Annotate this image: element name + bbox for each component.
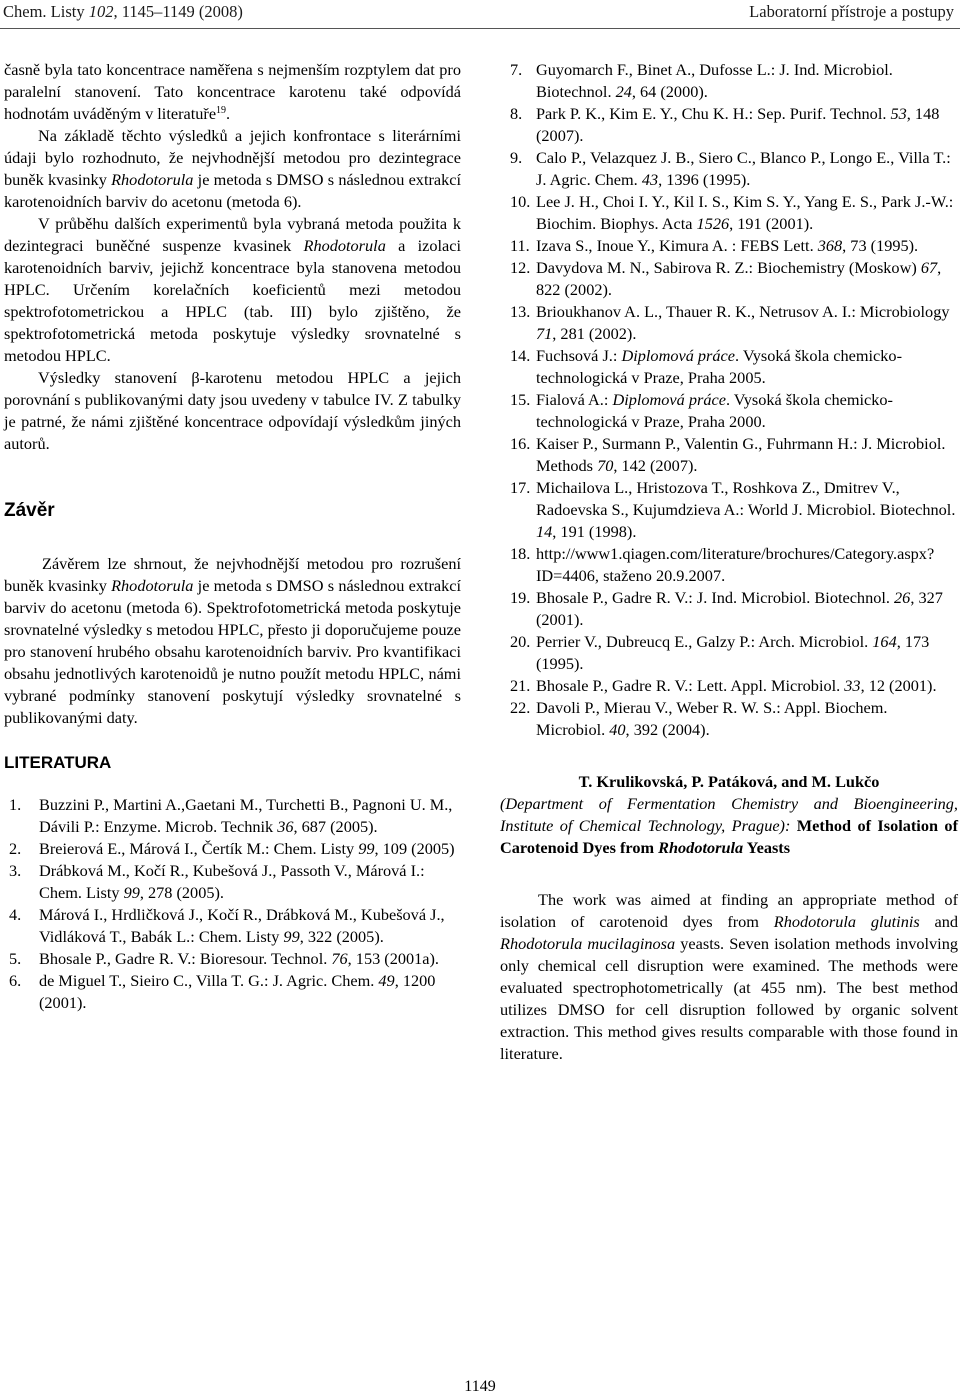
journal-citation xyxy=(3,2,243,22)
paragraph-conclusion xyxy=(4,553,461,729)
reference-item xyxy=(500,433,958,477)
text: The work was aimed at finding an appropriate method of isolation of carotenoid dyes from xyxy=(500,890,958,931)
reference-pages: , 327 (2001). xyxy=(536,588,943,629)
text: and xyxy=(919,912,958,931)
reference-number: 17. xyxy=(510,478,531,497)
reference-text: Guyomarch F., Binet A., Dufosse L.: J. Ind. Microbiol. Biotechnol. xyxy=(536,60,893,101)
reference-pages: , 822 (2002). xyxy=(536,258,942,299)
reference-number: 6. xyxy=(9,971,22,990)
header-divider xyxy=(0,28,960,29)
reference-volume: 76 xyxy=(331,949,348,968)
text: a izolaci karotenoidních barviv, jejichž koncentrace byla stanovena metodou HPLC. Určením korelačních koeficientů mezi metodou spektrofotometrickou a HPLC (tab. III) bylo zjištěno, že spektrofotometrická metoda poskytuje výsledky srovnatelné s metodou HPLC. xyxy=(4,236,461,365)
right-column xyxy=(500,59,958,1065)
reference-pages: , 148 (2007). xyxy=(536,104,940,145)
reference-number: 7. xyxy=(510,60,523,79)
reference-pages: . Vysoká škola chemicko-technologická v Praze, Praha 2000. xyxy=(536,390,893,431)
reference-text: Brioukhanov A. L., Thauer R. K., Netrusov A. I.: Microbiology xyxy=(536,302,950,321)
reference-item xyxy=(500,301,958,345)
reference-pages: , 392 (2004). xyxy=(625,720,710,739)
reference-number: 11. xyxy=(510,236,530,255)
running-header xyxy=(0,0,960,28)
reference-pages: , 278 (2005). xyxy=(139,883,224,902)
reference-number: 10. xyxy=(510,192,531,211)
reference-pages: , 191 (2001). xyxy=(729,214,814,233)
spacer xyxy=(4,729,461,752)
journal-name: Chem. Listy xyxy=(3,2,89,21)
reference-number: 19. xyxy=(510,588,531,607)
text: je metoda s DMSO s následnou extrakcí karotenoidních barviv do acetonu (metoda 6). xyxy=(4,170,462,211)
reference-text: Fialová A.: xyxy=(536,390,613,409)
paragraph xyxy=(4,213,461,367)
reference-pages: , 173 (1995). xyxy=(536,632,930,673)
reference-item xyxy=(500,631,958,675)
reference-pages: , 1200 (2001). xyxy=(39,971,436,1012)
paragraph: Výsledky stanovení β-karotenu metodou HPLC a jejich porovnání s publikovanými daty jsou uvedeny v tabulce IV. Z tabulky je patrné, že námi zjištěné koncentrace odpovídají výsledkům jiných autorů. xyxy=(4,368,461,453)
reference-item xyxy=(500,543,958,587)
reference-item xyxy=(500,103,958,147)
reference-item xyxy=(4,860,461,904)
text: V průběhu dalších experimentů byla vybraná metoda použita k dezintegraci buněčné suspenze kvasinek xyxy=(4,214,461,255)
reference-text: Michailova L., Hristozova T., Roshkova Z., Dmitrev V., Radoevska S., Kujumdzieva A.: World J. Microbiol. Biotechnol. xyxy=(536,478,956,519)
spacer xyxy=(500,859,958,889)
reference-text: Perrier V., Dubreucq E., Galzy P.: Arch. Microbiol. xyxy=(536,632,873,651)
reference-item xyxy=(500,675,958,697)
organism-name: Rhodotorula xyxy=(303,236,386,255)
reference-volume: 24 xyxy=(615,82,632,101)
reference-pages: , 687 (2005). xyxy=(293,817,378,836)
reference-number: 1. xyxy=(9,795,22,814)
reference-text: Buzzini P., Martini A.,Gaetani M., Turchetti B., Pagnoni U. M., Dávili P.: Enzyme. Microb. Technik xyxy=(39,795,453,836)
reference-pages: , 1396 (1995). xyxy=(658,170,751,189)
organism-name: Rhodotorula xyxy=(111,170,194,189)
reference-text: Izava S., Inoue Y., Kimura A. : FEBS Lett. xyxy=(536,236,818,255)
reference-text: Park P. K., Kim E. Y., Chu K. H.: Sep. Purif. Technol. xyxy=(536,104,891,123)
text: Na základě těchto výsledků a jejich konfrontace s literárními údaji bylo rozhodnuto, že nejvhodnější metodou pro dezintegrace buněk kvasinky xyxy=(4,126,461,189)
reference-text: Fuchsová J.: xyxy=(536,346,622,365)
section-heading-literature: LITERATURA xyxy=(4,753,112,772)
text: yeasts. Seven isolation methods involving only chemical cell disruption were examined. The methods were evaluated spectrophotometrically (at 455 nm). The best method utilizes DMSO for cell disruption followed by organic solvent extraction. This method gives results comparable with those found in literature. xyxy=(500,934,958,1063)
reference-item xyxy=(500,147,958,191)
reference-number: 12. xyxy=(510,258,531,277)
reference-volume: Diplomová práce xyxy=(621,346,735,365)
reference-text: Márová I., Hrdličková J., Kočí R., Drábková M., Kubešová J., Vidláková T., Babák L.: Chem. Listy xyxy=(39,905,445,946)
reference-volume: 1526 xyxy=(696,214,730,233)
reference-volume: 99 xyxy=(123,883,140,902)
reference-number: 15. xyxy=(510,390,531,409)
reference-text: Davoli P., Mierau V., Weber R. W. S.: Appl. Biochem. Microbiol. xyxy=(536,698,888,739)
abstract-text xyxy=(500,889,958,1065)
organism-name: Rhodotorula xyxy=(111,576,194,595)
affiliation: (Department of Fermentation Chemistry and Bioengineering, Institute of Chemical Technology, Prague): xyxy=(500,794,958,835)
journal-pages: , 1145–1149 (2008) xyxy=(113,2,243,21)
reference-number: 4. xyxy=(9,905,22,924)
left-column xyxy=(4,59,461,1014)
reference-item xyxy=(4,904,461,948)
reference-volume: 53 xyxy=(890,104,907,123)
reference-volume: 99 xyxy=(358,839,375,858)
reference-volume: 164 xyxy=(872,632,897,651)
spacer xyxy=(4,522,461,553)
reference-text: Breierová E., Márová I., Čertík M.: Chem. Listy xyxy=(39,839,359,858)
reference-text: de Miguel T., Sieiro C., Villa T. G.: J. Agric. Chem. xyxy=(39,971,379,990)
reference-item xyxy=(500,257,958,301)
reference-volume: 43 xyxy=(641,170,659,189)
reference-volume: 14 xyxy=(536,522,553,541)
text: časně byla tato koncentrace naměřena s nejmenším rozptylem dat pro paralelní stanovení. Tato koncentrace karotenu také odpovídá hodnotám uváděným v literatuře xyxy=(4,60,461,123)
text: Závěrem lze shrnout, že nejvhodnější metodou pro rozrušení buněk kvasinky xyxy=(4,554,461,595)
reference-text: http://www1.qiagen.com/literature/brochures/Category.aspx?ID=4406, staženo 20.9.2007. xyxy=(536,544,935,585)
reference-volume: Diplomová práce xyxy=(612,390,726,409)
reference-number: 14. xyxy=(510,346,531,365)
reference-number: 13. xyxy=(510,302,531,321)
organism-name: Rhodotorula glutinis xyxy=(773,912,920,931)
reference-volume: 99 xyxy=(283,927,300,946)
journal-volume: 102 xyxy=(88,2,114,21)
reference-item xyxy=(500,191,958,235)
reference-text: Bhosale P., Gadre R. V.: Lett. Appl. Microbiol. xyxy=(536,676,845,695)
reference-number: 3. xyxy=(9,861,22,880)
reference-number: 5. xyxy=(9,949,22,968)
spacer xyxy=(4,455,461,500)
text: je metoda s DMSO s následnou extrakcí barviv do acetonu (metoda 6). Spektrofotometrická metoda poskytuje srovnatelné výsledky s metodou HPLC, přesto ji doporučujeme pouze pro stanovení hrubého obsahu karotenoidních barviv. Pro kvantifikaci obsahu jednotlivých karotenoidů je nutno použít metodu HPLC, námi vybrané podmínky stanovení poskytují výsledky srovnatelné s publikovanými daty. xyxy=(4,576,462,727)
reference-list-left xyxy=(4,794,461,1014)
reference-item xyxy=(4,970,461,1014)
reference-item xyxy=(500,697,958,741)
reference-pages: , 12 (2001). xyxy=(860,676,937,695)
reference-item xyxy=(4,794,461,838)
reference-text: Bhosale P., Gadre R. V.: Bioresour. Technol. xyxy=(39,949,332,968)
reference-pages: , 153 (2001a). xyxy=(347,949,439,968)
organism-name: Rhodotorula xyxy=(658,838,744,857)
organism-name: Rhodotorula mucilaginosa xyxy=(500,934,676,953)
section-title: Laboratorní přístroje a postupy xyxy=(749,2,954,21)
reference-text: Calo P., Velazquez J. B., Siero C., Blanco P., Longo E., Villa T.: J. Agric. Chem. xyxy=(536,148,951,189)
paragraph xyxy=(4,125,461,213)
reference-pages: , 109 (2005) xyxy=(374,839,455,858)
reference-volume: 40 xyxy=(609,720,626,739)
reference-pages: , 73 (1995). xyxy=(842,236,919,255)
reference-pages: , 142 (2007). xyxy=(613,456,698,475)
reference-number: 2. xyxy=(9,839,22,858)
abstract-heading xyxy=(500,793,958,859)
reference-item xyxy=(4,948,461,970)
citation-ref: 19 xyxy=(216,105,227,116)
reference-volume: 36 xyxy=(277,817,294,836)
reference-list-right xyxy=(500,59,958,741)
reference-item xyxy=(500,587,958,631)
reference-number: 21. xyxy=(510,676,531,695)
reference-pages: , 191 (1998). xyxy=(552,522,637,541)
reference-item xyxy=(4,838,461,860)
reference-text: Kaiser P., Surmann P., Valentin G., Fuhrmann H.: J. Microbiol. Methods xyxy=(536,434,946,475)
paragraph-continuation: časně byla tato koncentrace naměřena s nejmenším rozptylem dat pro paralelní stanovení. Tato koncentrace karotenu také odpovídá hodnotám uváděným v literatuře$^{19}$. xyxy=(4,60,461,123)
reference-number: 22. xyxy=(510,698,531,717)
reference-number: 8. xyxy=(510,104,523,123)
reference-pages: , 281 (2002). xyxy=(552,324,637,343)
reference-item xyxy=(500,345,958,389)
reference-item xyxy=(500,477,958,543)
reference-number: 9. xyxy=(510,148,523,167)
reference-volume: 70 xyxy=(597,456,614,475)
spacer xyxy=(4,774,461,794)
abstract-title-end: Yeasts xyxy=(743,838,791,857)
abstract-authors: T. Krulikovská, P. Patáková, and M. Lukčo xyxy=(578,772,880,791)
reference-volume: 67 xyxy=(920,258,938,277)
reference-number: 16. xyxy=(510,434,531,453)
reference-item xyxy=(500,389,958,433)
reference-volume: 71 xyxy=(536,324,553,343)
abstract-title: Method of Isolation of Carotenoid Dyes from xyxy=(500,816,958,857)
reference-volume: 368 xyxy=(817,236,843,255)
reference-volume: 26 xyxy=(894,588,911,607)
reference-volume: 49 xyxy=(378,971,395,990)
reference-number: 20. xyxy=(510,632,531,651)
reference-text: Drábková M., Kočí R., Kubešová J., Passoth V., Márová I.: Chem. Listy xyxy=(39,861,425,902)
reference-text: Davydova M. N., Sabirova R. Z.: Biochemistry (Moskow) xyxy=(536,258,921,277)
spacer xyxy=(500,741,958,771)
reference-text: Lee J. H., Choi I. Y., Kil I. S., Kim S. Y., Yang E. S., Park J.-W.: Biochim. Biophys. Acta xyxy=(536,192,954,233)
section-heading-conclusion: Závěr xyxy=(4,500,55,521)
reference-pages: . Vysoká škola chemicko-technologická v Praze, Praha 2005. xyxy=(536,346,902,387)
reference-item xyxy=(500,59,958,103)
reference-pages: , 64 (2000). xyxy=(631,82,708,101)
reference-pages: , 322 (2005). xyxy=(299,927,384,946)
page-number: 1149 xyxy=(464,1378,496,1395)
reference-item xyxy=(500,235,958,257)
reference-number: 18. xyxy=(510,544,531,563)
reference-volume: 33 xyxy=(844,676,861,695)
reference-text: Bhosale P., Gadre R. V.: J. Ind. Microbiol. Biotechnol. xyxy=(536,588,895,607)
